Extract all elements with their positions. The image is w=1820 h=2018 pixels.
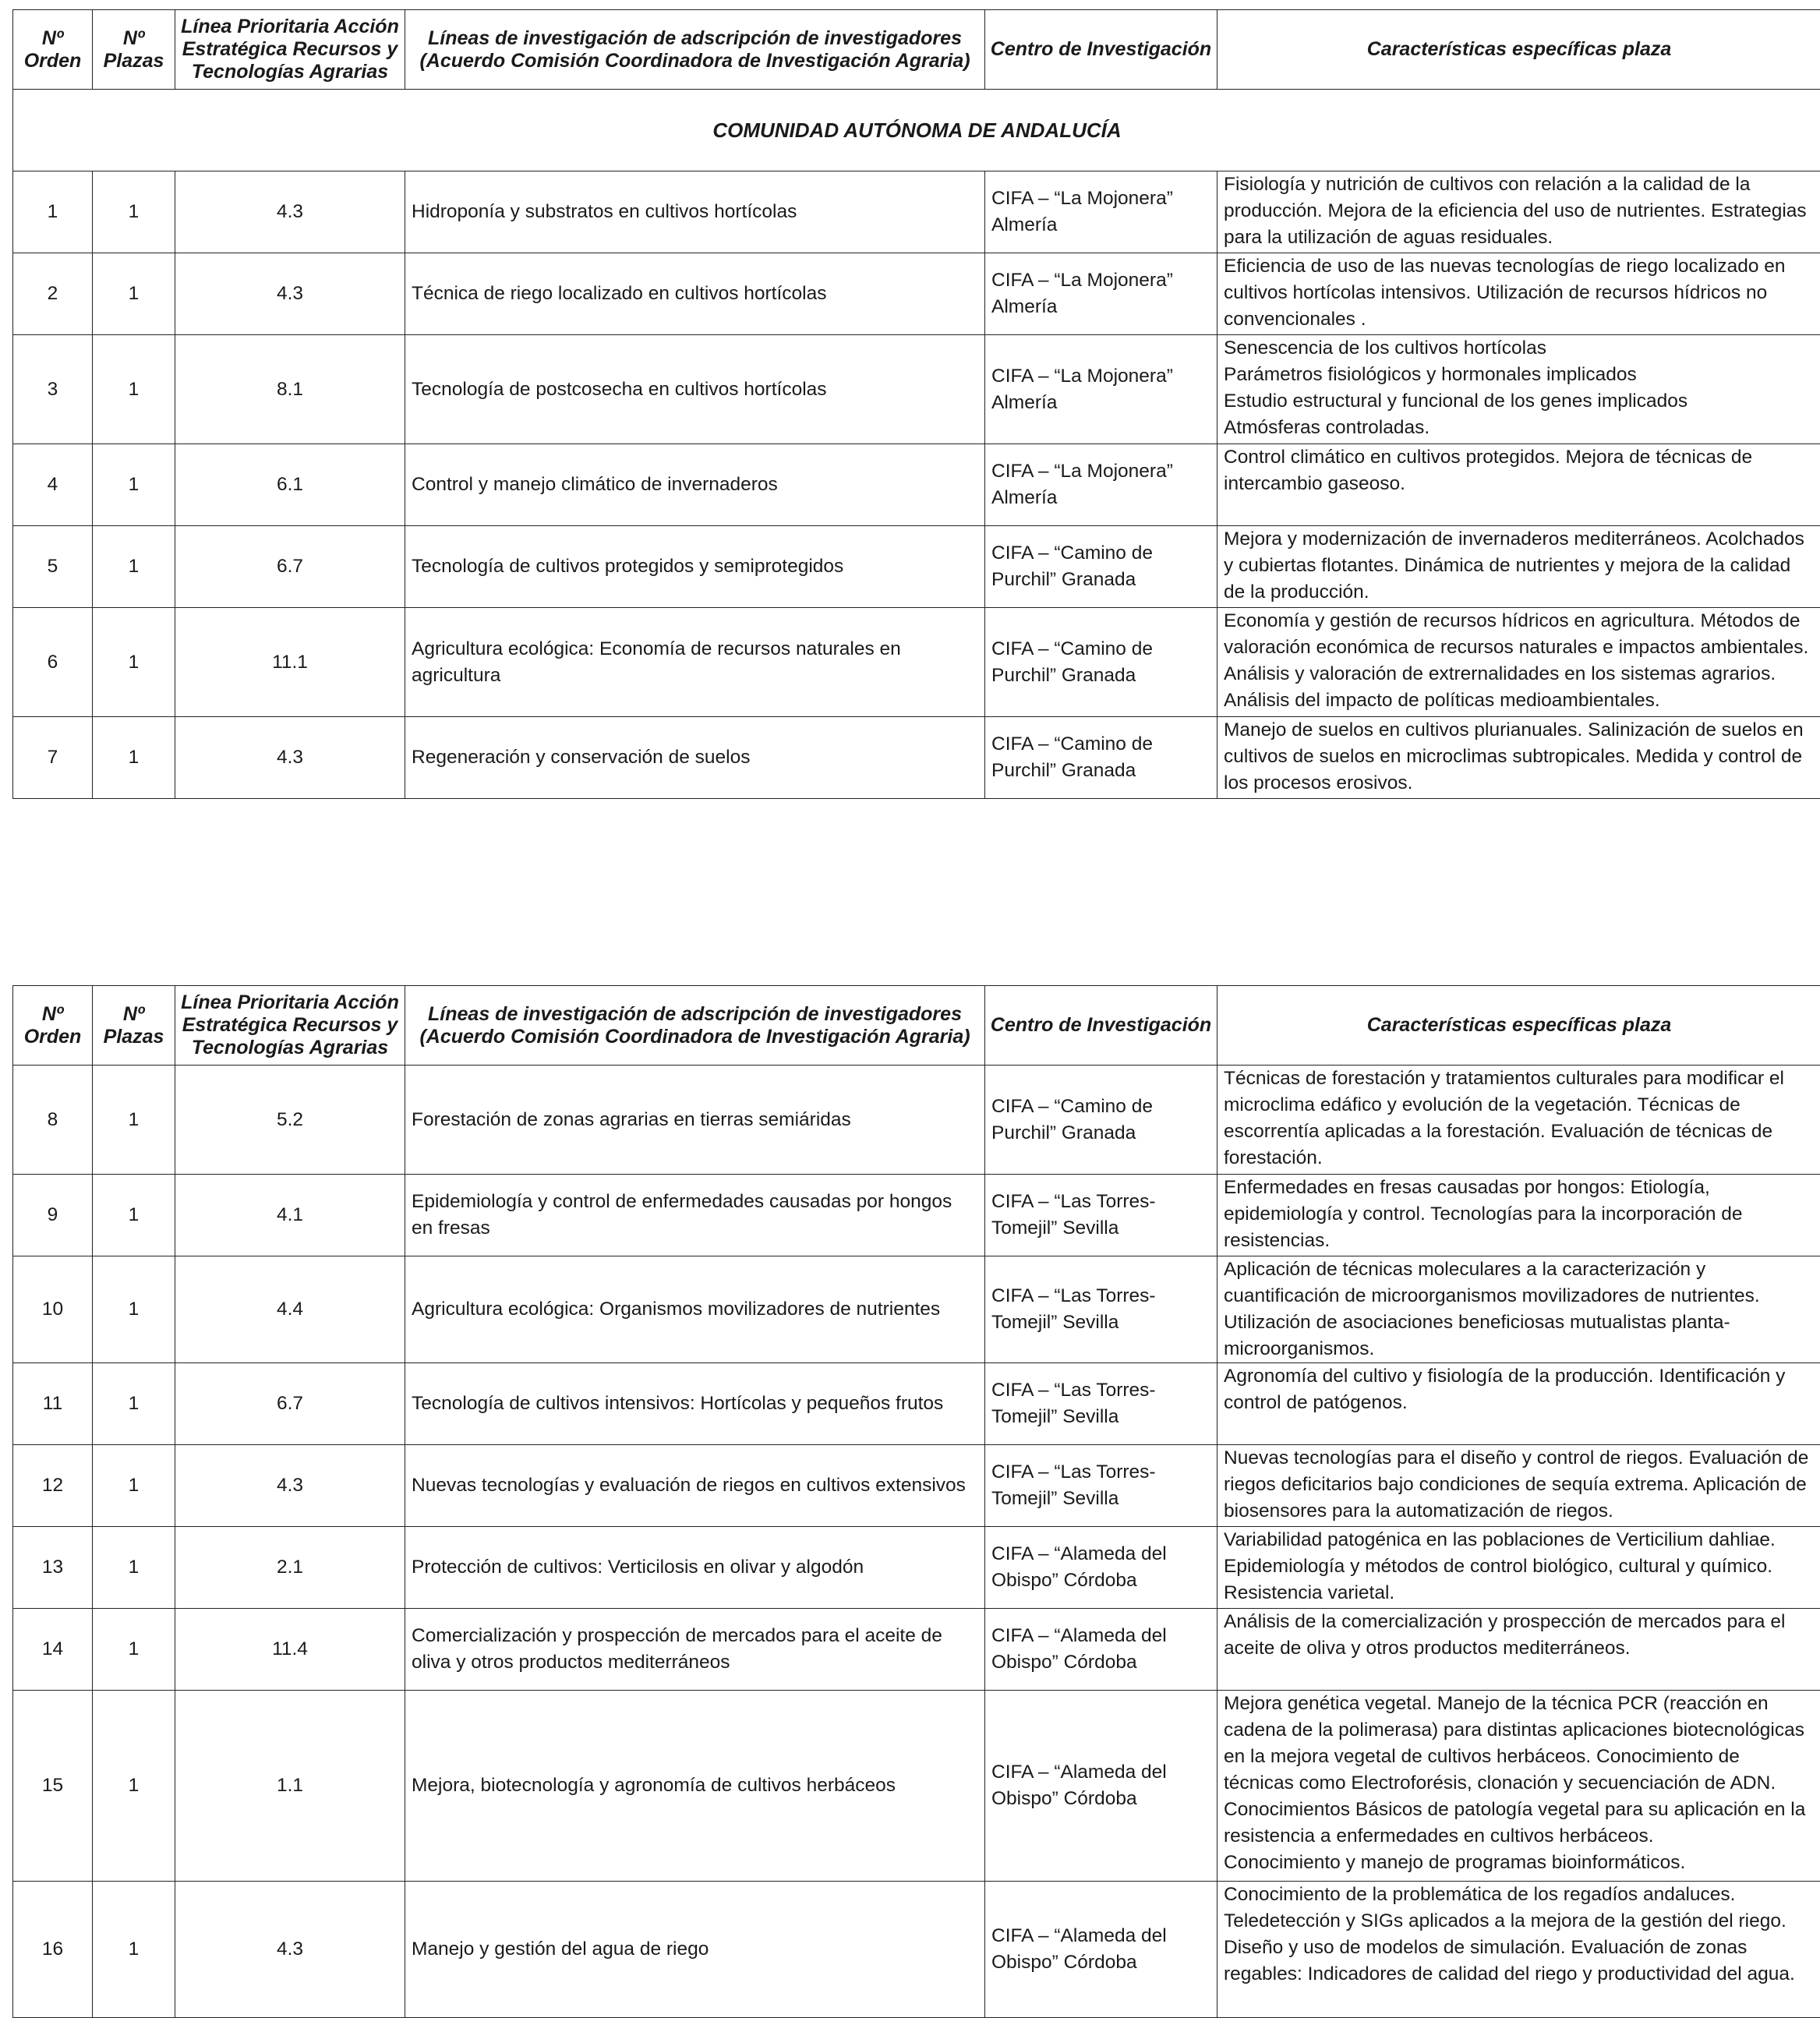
cell-orden: 15 <box>13 1691 93 1882</box>
cell-centro: CIFA – “Alameda del Obispo” Córdoba <box>985 1691 1217 1882</box>
cell-investigacion: Comercialización y prospección de mercados para el aceite de oliva y otros productos mediterráneos <box>405 1609 985 1691</box>
header-row <box>13 986 1820 1066</box>
cell-orden: 1 <box>13 171 93 253</box>
cell-investigacion: Tecnología de cultivos protegidos y semiprotegidos <box>405 526 985 608</box>
cell-caracteristicas: Técnicas de forestación y tratamientos culturales para modificar el microclima edáfico y evolución de la vegetación. Técnicas de escorrentía aplicadas a la forestación. Evaluación de técnicas de forestación. <box>1217 1066 1820 1175</box>
table-row <box>13 1609 1820 1691</box>
cell-centro: CIFA – “Camino de Purchil” Granada <box>985 1066 1217 1175</box>
cell-caracteristicas: Manejo de suelos en cultivos plurianuales. Salinización de suelos en cultivos de suelos en microclimas subtropicales. Medida y control de los procesos erosivos. <box>1217 717 1820 799</box>
cell-caracteristicas: Mejora y modernización de invernaderos mediterráneos. Acolchados y cubiertas flotantes. Dinámica de nutrientes y mejora de la calidad de la producción. <box>1217 526 1820 608</box>
cell-plazas: 1 <box>93 335 175 444</box>
table-row <box>13 335 1820 444</box>
header-orden: Nº Orden <box>13 986 93 1066</box>
cell-investigacion: Mejora, biotecnología y agronomía de cultivos herbáceos <box>405 1691 985 1882</box>
table-row <box>13 253 1820 335</box>
cell-caracteristicas: Eficiencia de uso de las nuevas tecnologías de riego localizado en cultivos hortícolas intensivos. Utilización de recursos hídricos no convencionales . <box>1217 253 1820 335</box>
cell-linea: 11.1 <box>175 608 405 717</box>
table-row <box>13 717 1820 799</box>
cell-investigacion: Regeneración y conservación de suelos <box>405 717 985 799</box>
cell-caracteristicas: Senescencia de los cultivos hortícolas Parámetros fisiológicos y hormonales implicados Estudio estructural y funcional de los genes implicados Atmósferas controladas. <box>1217 335 1820 444</box>
cell-plazas: 1 <box>93 1609 175 1691</box>
cell-investigacion: Manejo y gestión del agua de riego <box>405 1882 985 2018</box>
cell-plazas: 1 <box>93 444 175 526</box>
cell-investigacion: Tecnología de cultivos intensivos: Hortícolas y pequeños frutos <box>405 1363 985 1445</box>
cell-linea: 4.3 <box>175 253 405 335</box>
cell-caracteristicas: Aplicación de técnicas moleculares a la caracterización y cuantificación de microorganismos movilizadores de nutrientes. Utilización de asociaciones beneficiosas mutualistas planta-microorganismos. <box>1217 1256 1820 1363</box>
table-row <box>13 444 1820 526</box>
cell-investigacion: Tecnología de postcosecha en cultivos hortícolas <box>405 335 985 444</box>
table-row <box>13 1882 1820 2018</box>
cell-centro: CIFA – “Camino de Purchil” Granada <box>985 717 1217 799</box>
cell-plazas: 1 <box>93 1882 175 2018</box>
cell-plazas: 1 <box>93 1691 175 1882</box>
cell-orden: 10 <box>13 1256 93 1363</box>
positions-table-1 <box>12 9 1820 799</box>
cell-linea: 4.1 <box>175 1175 405 1256</box>
header-caracteristicas: Características específicas plaza <box>1217 986 1820 1066</box>
cell-caracteristicas: Análisis de la comercialización y prospección de mercados para el aceite de oliva y otros productos mediterráneos. <box>1217 1609 1820 1691</box>
cell-investigacion: Control y manejo climático de invernaderos <box>405 444 985 526</box>
cell-plazas: 1 <box>93 608 175 717</box>
header-centro: Centro de Investigación <box>985 10 1217 90</box>
cell-orden: 6 <box>13 608 93 717</box>
cell-investigacion: Nuevas tecnologías y evaluación de riegos en cultivos extensivos <box>405 1445 985 1527</box>
cell-investigacion: Agricultura ecológica: Organismos movilizadores de nutrientes <box>405 1256 985 1363</box>
cell-centro: CIFA – “Las Torres-Tomejil” Sevilla <box>985 1256 1217 1363</box>
cell-caracteristicas: Economía y gestión de recursos hídricos en agricultura. Métodos de valoración económica de recursos naturales e impactos ambientales. Análisis y valoración de extrernalidades en los sistemas agrarios. Análisis del impacto de políticas medioambientales. <box>1217 608 1820 717</box>
table-row <box>13 1256 1820 1363</box>
cell-linea: 8.1 <box>175 335 405 444</box>
cell-orden: 14 <box>13 1609 93 1691</box>
cell-plazas: 1 <box>93 171 175 253</box>
cell-centro: CIFA – “Camino de Purchil” Granada <box>985 608 1217 717</box>
cell-caracteristicas: Variabilidad patogénica en las poblaciones de Verticilium dahliae. Epidemiología y métodos de control biológico, cultural y químico. Resistencia varietal. <box>1217 1527 1820 1609</box>
cell-caracteristicas: Enfermedades en fresas causadas por hongos: Etiología, epidemiología y control. Tecnologías para la incorporación de resistencias. <box>1217 1175 1820 1256</box>
cell-investigacion: Agricultura ecológica: Economía de recursos naturales en agricultura <box>405 608 985 717</box>
cell-centro: CIFA – “Las Torres-Tomejil” Sevilla <box>985 1175 1217 1256</box>
header-row <box>13 10 1820 90</box>
cell-orden: 5 <box>13 526 93 608</box>
cell-investigacion: Técnica de riego localizado en cultivos hortícolas <box>405 253 985 335</box>
header-lineas-investigacion: Líneas de investigación de adscripción de investigadores (Acuerdo Comisión Coordinadora de Investigación Agraria) <box>405 10 985 90</box>
header-plazas: Nº Plazas <box>93 986 175 1066</box>
table-row <box>13 1175 1820 1256</box>
cell-linea: 4.3 <box>175 171 405 253</box>
table-row <box>13 1066 1820 1175</box>
cell-plazas: 1 <box>93 717 175 799</box>
cell-plazas: 1 <box>93 1256 175 1363</box>
positions-table-2 <box>12 985 1820 2018</box>
cell-orden: 12 <box>13 1445 93 1527</box>
cell-orden: 11 <box>13 1363 93 1445</box>
header-plazas: Nº Plazas <box>93 10 175 90</box>
cell-centro: CIFA – “La Mojonera” Almería <box>985 335 1217 444</box>
cell-plazas: 1 <box>93 1175 175 1256</box>
cell-orden: 3 <box>13 335 93 444</box>
cell-centro: CIFA – “Las Torres-Tomejil” Sevilla <box>985 1445 1217 1527</box>
table-row <box>13 1363 1820 1445</box>
cell-linea: 4.3 <box>175 1445 405 1527</box>
header-orden: Nº Orden <box>13 10 93 90</box>
cell-plazas: 1 <box>93 1363 175 1445</box>
header-centro: Centro de Investigación <box>985 986 1217 1066</box>
cell-investigacion: Epidemiología y control de enfermedades causadas por hongos en fresas <box>405 1175 985 1256</box>
cell-caracteristicas: Conocimiento de la problemática de los regadíos andaluces. Teledetección y SIGs aplicados a la mejora de la gestión del riego. Diseño y uso de modelos de simulación. Evaluación de zonas regables: Indicadores de calidad del riego y productividad del agua. <box>1217 1882 1820 2018</box>
cell-centro: CIFA – “Alameda del Obispo” Córdoba <box>985 1609 1217 1691</box>
cell-caracteristicas: Fisiología y nutrición de cultivos con relación a la calidad de la producción. Mejora de la eficiencia del uso de nutrientes. Estrategias para la utilización de aguas residuales. <box>1217 171 1820 253</box>
cell-orden: 8 <box>13 1066 93 1175</box>
cell-caracteristicas: Mejora genética vegetal. Manejo de la técnica PCR (reacción en cadena de la polimerasa) para distintas aplicaciones biotecnológicas en la mejora vegetal de cultivos herbáceos. Conocimiento de técnicas como Electroforésis, clonación y secuenciación de ADN. Conocimientos Básicos de patología vegetal para su aplicación en la resistencia a enfermedades en cultivos herbáceos. Conocimiento y manejo de programas bioinformáticos. <box>1217 1691 1820 1882</box>
cell-linea: 4.3 <box>175 1882 405 2018</box>
cell-investigacion: Forestación de zonas agrarias en tierras semiáridas <box>405 1066 985 1175</box>
cell-linea: 6.7 <box>175 1363 405 1445</box>
cell-orden: 4 <box>13 444 93 526</box>
region-heading: COMUNIDAD AUTÓNOMA DE ANDALUCÍA <box>13 90 1820 171</box>
cell-centro: CIFA – “La Mojonera” Almería <box>985 253 1217 335</box>
cell-centro: CIFA – “Alameda del Obispo” Córdoba <box>985 1527 1217 1609</box>
cell-linea: 11.4 <box>175 1609 405 1691</box>
table-row <box>13 608 1820 717</box>
cell-linea: 4.3 <box>175 717 405 799</box>
cell-caracteristicas: Nuevas tecnologías para el diseño y control de riegos. Evaluación de riegos deficitarios bajo condiciones de sequía extrema. Aplicación de biosensores para la automatización de riegos. <box>1217 1445 1820 1527</box>
cell-investigacion: Hidroponía y substratos en cultivos hortícolas <box>405 171 985 253</box>
cell-plazas: 1 <box>93 1445 175 1527</box>
region-row <box>13 90 1820 171</box>
cell-orden: 13 <box>13 1527 93 1609</box>
cell-centro: CIFA – “La Mojonera” Almería <box>985 171 1217 253</box>
cell-centro: CIFA – “Las Torres-Tomejil” Sevilla <box>985 1363 1217 1445</box>
header-linea-prioritaria: Línea Prioritaria Acción Estratégica Recursos y Tecnologías Agrarias <box>175 986 405 1066</box>
cell-centro: CIFA – “Alameda del Obispo” Córdoba <box>985 1882 1217 2018</box>
table-row <box>13 1527 1820 1609</box>
cell-caracteristicas: Agronomía del cultivo y fisiología de la producción. Identificación y control de patógenos. <box>1217 1363 1820 1445</box>
cell-orden: 2 <box>13 253 93 335</box>
table-row <box>13 1691 1820 1882</box>
header-lineas-investigacion: Líneas de investigación de adscripción de investigadores (Acuerdo Comisión Coordinadora de Investigación Agraria) <box>405 986 985 1066</box>
cell-orden: 16 <box>13 1882 93 2018</box>
cell-orden: 7 <box>13 717 93 799</box>
cell-linea: 6.1 <box>175 444 405 526</box>
table-row <box>13 526 1820 608</box>
table-row <box>13 1445 1820 1527</box>
cell-plazas: 1 <box>93 1527 175 1609</box>
cell-orden: 9 <box>13 1175 93 1256</box>
header-caracteristicas: Características específicas plaza <box>1217 10 1820 90</box>
cell-centro: CIFA – “La Mojonera” Almería <box>985 444 1217 526</box>
cell-caracteristicas: Control climático en cultivos protegidos. Mejora de técnicas de intercambio gaseoso. <box>1217 444 1820 526</box>
cell-linea: 4.4 <box>175 1256 405 1363</box>
cell-plazas: 1 <box>93 1066 175 1175</box>
cell-linea: 6.7 <box>175 526 405 608</box>
cell-centro: CIFA – “Camino de Purchil” Granada <box>985 526 1217 608</box>
cell-plazas: 1 <box>93 253 175 335</box>
cell-investigacion: Protección de cultivos: Verticilosis en olivar y algodón <box>405 1527 985 1609</box>
table-row <box>13 171 1820 253</box>
header-linea-prioritaria: Línea Prioritaria Acción Estratégica Recursos y Tecnologías Agrarias <box>175 10 405 90</box>
cell-linea: 5.2 <box>175 1066 405 1175</box>
cell-linea: 2.1 <box>175 1527 405 1609</box>
cell-plazas: 1 <box>93 526 175 608</box>
cell-linea: 1.1 <box>175 1691 405 1882</box>
